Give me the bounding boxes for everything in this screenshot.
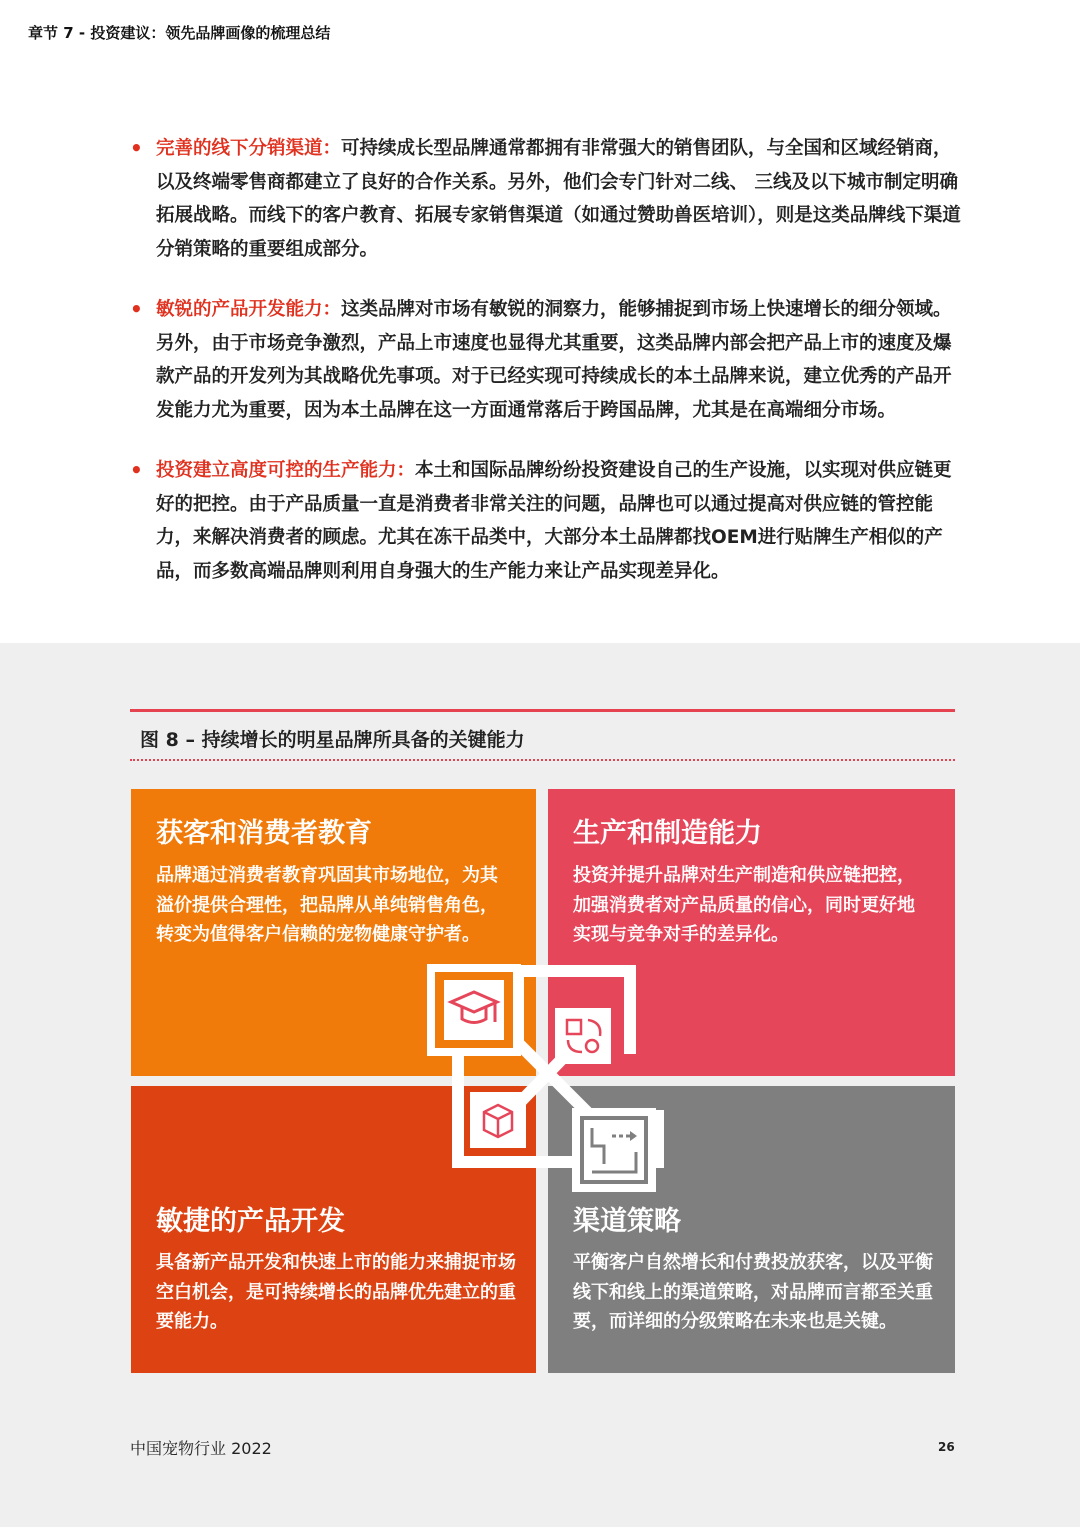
quadrant-channel-strategy <box>548 1086 955 1373</box>
bullet-dot-icon: • <box>130 136 143 160</box>
quadrant-heading: 获客和消费者教育 <box>156 818 372 849</box>
bullet-item <box>130 293 965 427</box>
bullet-dot-icon: • <box>130 458 143 482</box>
bullet-lead: 敏锐的产品开发能力： <box>156 299 342 320</box>
quadrant-body: 品牌通过消费者教育巩固其市场地位，为其溢价提供合理性，把品牌从单纯销售角色，转变为值得客户信赖的宠物健康守护者。 <box>156 865 498 945</box>
bullet-item <box>130 454 965 588</box>
quadrant-body: 平衡客户自然增长和付费投放获客，以及平衡线下和线上的渠道策略，对品牌而言都至关重要，而详细的分级策略在未来也是关键。 <box>573 1252 933 1332</box>
quadrant-manufacturing <box>548 789 955 1076</box>
chapter-header: 章节 7 - 投资建议：领先品牌画像的梳理总结 <box>28 24 331 42</box>
figure-dotted-rule <box>130 759 955 761</box>
bullet-lead: 投资建立高度可控的生产能力： <box>156 460 416 481</box>
bullet-text: 可持续成长型品牌通常都拥有非常强大的销售团队，与全国和区域经销商，以及终端零售商都建立了良好的合作关系。另外，他们会专门针对二线、 三线及以下城市制定明确拓展战略。而线下的客户教育、拓展专家销售渠道（如通过赞助兽医培训），则是这类品牌线下渠道分销策略的重要组成部分。 <box>156 138 961 260</box>
page-number: 26 <box>938 1440 955 1454</box>
figure-background <box>0 643 1080 1527</box>
footer-publication: 中国宠物行业 2022 <box>130 1439 272 1458</box>
quadrant-heading: 生产和制造能力 <box>573 818 762 849</box>
quadrant-heading: 敏捷的产品开发 <box>156 1206 345 1237</box>
quadrant-heading: 渠道策略 <box>573 1206 681 1237</box>
figure-title: 图 8 – 持续增长的明星品牌所具备的关键能力 <box>140 729 525 751</box>
bullet-text: 这类品牌对市场有敏锐的洞察力，能够捕捉到市场上快速增长的细分领域。另外，由于市场竞争激烈，产品上市速度也显得尤其重要，这类品牌内部会把产品上市的速度及爆款产品的开发列为其战略优先事项。对于已经实现可持续成长的本土品牌来说，建立优秀的产品开发能力尤为重要，因为本土品牌在这一方面通常落后于跨国品牌，尤其是在高端细分市场。 <box>156 299 952 421</box>
quadrant-product-development <box>131 1086 536 1373</box>
bullet-dot-icon: • <box>130 297 143 321</box>
bullet-lead: 完善的线下分销渠道： <box>156 138 342 159</box>
bullet-item <box>130 132 965 266</box>
figure-top-rule <box>130 709 955 712</box>
quadrant-body: 具备新产品开发和快速上市的能力来捕捉市场空白机会，是可持续增长的品牌优先建立的重要能力。 <box>156 1252 516 1332</box>
quadrant-body: 投资并提升品牌对生产制造和供应链把控，加强消费者对产品质量的信心，同时更好地实现与竞争对手的差异化。 <box>573 865 915 945</box>
quadrant-customer-education <box>131 789 536 1076</box>
bullet-text: 本土和国际品牌纷纷投资建设自己的生产设施，以实现对供应链更好的把控。由于产品质量一直是消费者非常关注的问题，品牌也可以通过提高对供应链的管控能力，来解决消费者的顾虑。尤其在冻干品类中，大部分本土品牌都找OEM进行贴牌生产相似的产品，而多数高端品牌则利用自身强大的生产能力来让产品实现差异化。 <box>156 460 952 582</box>
bullet-list <box>130 132 965 588</box>
